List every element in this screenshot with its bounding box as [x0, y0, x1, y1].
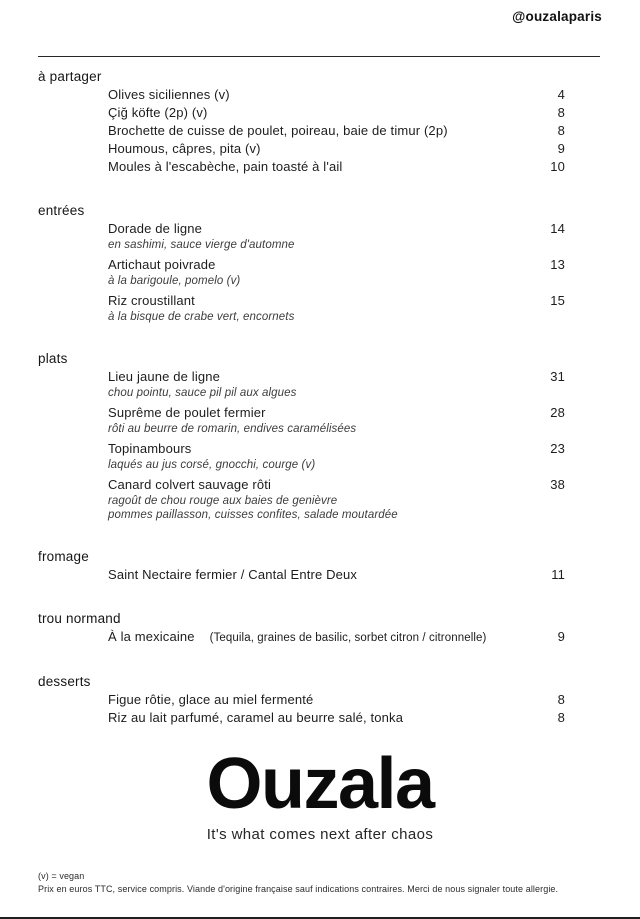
section-title: à partager	[38, 69, 102, 84]
item-description: ragoût de chou rouge aux baies de genièvre	[108, 495, 338, 507]
menu-item	[108, 292, 565, 324]
menu-item	[108, 256, 565, 288]
section-items	[108, 86, 565, 176]
item-name: Çiğ köfte (2p) (v)	[108, 105, 208, 120]
item-price: 8	[557, 710, 565, 725]
item-name: Brochette de cuisse de poulet, poireau, baie de timur (2p)	[108, 123, 448, 138]
item-price: 9	[557, 141, 565, 156]
section-fromage	[38, 548, 602, 584]
menu-item	[108, 220, 565, 252]
item-price: 14	[550, 221, 565, 236]
item-name: Olives siciliennes (v)	[108, 87, 230, 102]
item-name: Riz au lait parfumé, caramel au beurre salé, tonka	[108, 710, 404, 725]
legal-note: Prix en euros TTC, service compris. Viande d'origine française sauf indications contraires. Merci de nous signaler toute allergie.	[38, 883, 559, 894]
item-price: 31	[550, 369, 565, 384]
section-entrees	[38, 202, 602, 324]
section-title: plats	[38, 351, 68, 366]
item-price: 8	[557, 123, 565, 138]
item-name: Artichaut poivrade	[108, 257, 216, 272]
menu-item	[108, 368, 565, 400]
item-price: 23	[550, 441, 565, 456]
menu	[38, 57, 602, 727]
menu-item	[108, 440, 565, 472]
item-price: 9	[557, 629, 565, 644]
item-note: (Tequila, graines de basilic, sorbet citron / citronnelle)	[209, 632, 487, 644]
section-items	[108, 368, 565, 522]
item-name: Moules à l'escabèche, pain toasté à l'ail	[108, 159, 343, 174]
item-name: Saint Nectaire fermier / Cantal Entre Deux	[108, 567, 358, 582]
brand-block	[0, 744, 640, 844]
item-price: 13	[550, 257, 565, 272]
section-a-partager	[38, 68, 602, 176]
menu-item	[108, 709, 565, 727]
item-name: À la mexicaine	[108, 629, 195, 644]
vegan-note: (v) = vegan	[38, 871, 85, 881]
item-name: Topinambours	[108, 441, 192, 456]
section-items	[108, 566, 565, 584]
restaurant-logo: Ouzala	[206, 744, 434, 824]
item-price: 38	[550, 477, 565, 492]
section-items	[108, 628, 565, 647]
menu-item	[108, 86, 565, 104]
item-name: Canard colvert sauvage rôti	[108, 477, 272, 492]
item-description: à la barigoule, pomelo (v)	[108, 275, 241, 287]
section-desserts	[38, 673, 602, 727]
item-name: Suprême de poulet fermier	[108, 405, 266, 420]
item-name: Lieu jaune de ligne	[108, 369, 220, 384]
item-description: en sashimi, sauce vierge d'automne	[108, 239, 295, 251]
item-description: chou pointu, sauce pil pil aux algues	[108, 387, 297, 399]
item-description: rôti au beurre de romarin, endives caramélisées	[108, 423, 357, 435]
item-price: 4	[557, 87, 565, 102]
section-title: entrées	[38, 203, 85, 218]
tagline: It's what comes next after chaos	[206, 826, 434, 843]
item-price: 11	[551, 567, 565, 582]
section-trou-normand	[38, 610, 602, 647]
section-title: trou normand	[38, 611, 121, 626]
menu-item	[108, 104, 565, 122]
section-items	[108, 691, 565, 727]
item-name: Figue rôtie, glace au miel fermenté	[108, 692, 314, 707]
item-price: 10	[550, 159, 565, 174]
menu-item	[108, 628, 565, 647]
item-name: Riz croustillant	[108, 293, 195, 308]
section-title: desserts	[38, 674, 91, 689]
item-description: à la bisque de crabe vert, encornets	[108, 311, 295, 323]
item-price: 15	[550, 293, 565, 308]
item-description: pommes paillasson, cuisses confites, salade moutardée	[108, 509, 398, 521]
instagram-handle: @ouzalaparis	[512, 9, 602, 24]
menu-item	[108, 691, 565, 709]
menu-item	[108, 158, 565, 176]
item-price: 28	[550, 405, 565, 420]
section-plats	[38, 350, 602, 522]
section-items	[108, 220, 565, 324]
item-name: Houmous, câpres, pita (v)	[108, 141, 261, 156]
menu-item	[108, 122, 565, 140]
item-description: laqués au jus corsé, gnocchi, courge (v)	[108, 459, 316, 471]
legal-block	[38, 870, 558, 895]
menu-item	[108, 476, 565, 522]
menu-item	[108, 566, 565, 584]
menu-item	[108, 140, 565, 158]
section-title: fromage	[38, 549, 89, 564]
item-price: 8	[557, 692, 565, 707]
item-price: 8	[557, 105, 565, 120]
item-name: Dorade de ligne	[108, 221, 203, 236]
menu-item	[108, 404, 565, 436]
